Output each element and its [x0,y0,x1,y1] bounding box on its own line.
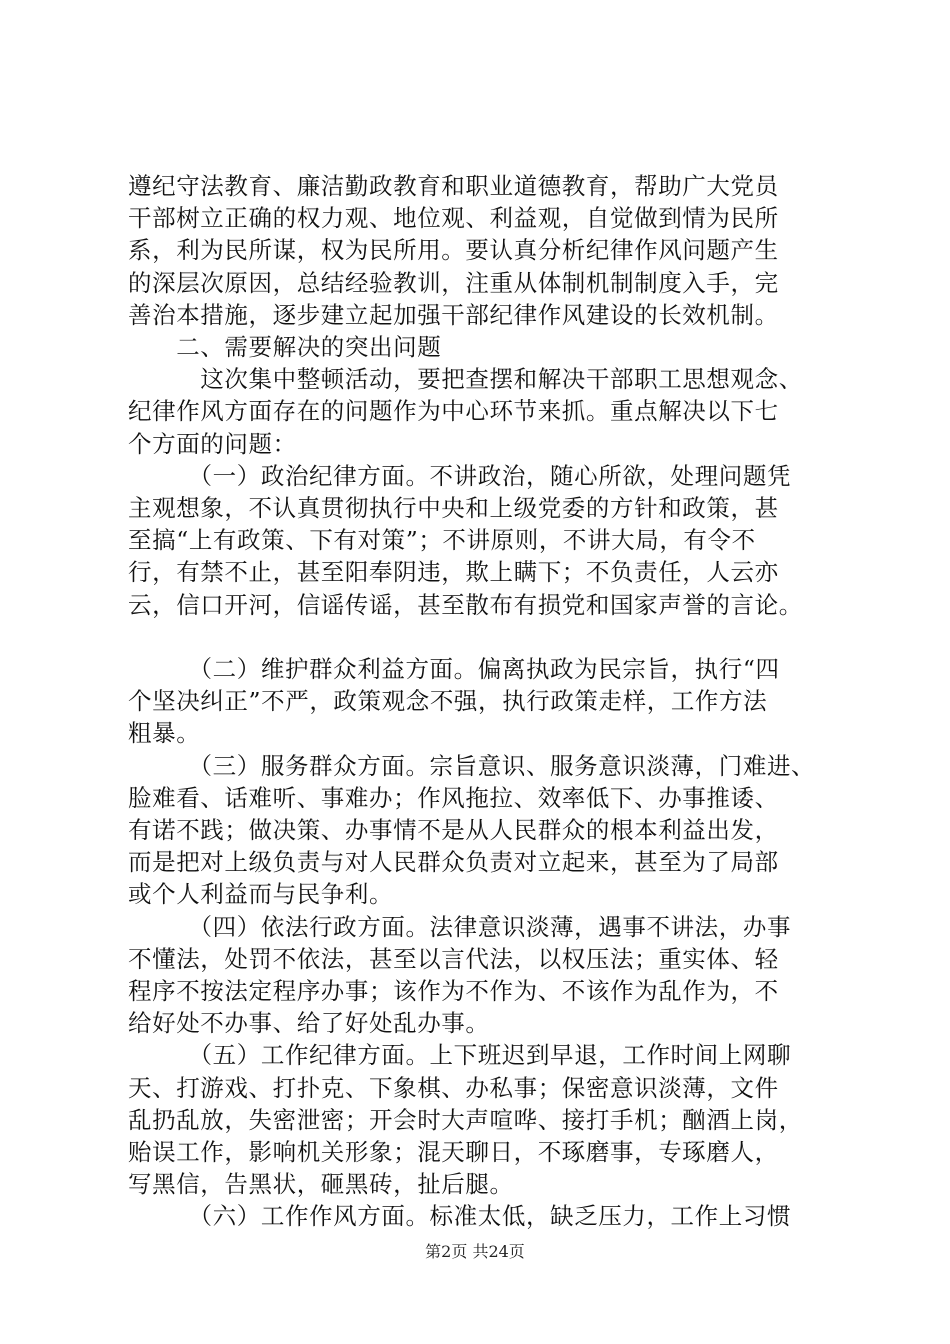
text-line: 贻误工作，影响机关形象；混天聊日，不琢磨事，专琢磨人， [128,1138,779,1167]
text-line: 个坚决纠正”不严，政策观念不强，执行政策走样，工作方法 [128,687,768,716]
text-line: （五）工作纪律方面。上下班迟到早退，工作时间上网聊 [128,1041,792,1070]
text-line: 行，有禁不止，甚至阳奉阴违，欺上瞒下；不负责任，人云亦 [128,558,779,587]
text-line: 云，信口开河，信谣传谣，甚至散布有损党和国家声誉的言论。 [128,590,803,619]
text-line: 系，利为民所谋，权为民所用。要认真分析纪律作风问题产生 [128,236,779,265]
text-line: 写黑信，告黑状，砸黑砖，扯后腿。 [128,1170,514,1199]
text-line: 善治本措施，逐步建立起加强干部纪律作风建设的长效机制。 [128,300,779,329]
text-line: 干部树立正确的权力观、地位观、利益观，自觉做到情为民所 [128,204,779,233]
text-line: 不懂法，处罚不依法，甚至以言代法，以权压法；重实体、轻 [128,944,779,973]
text-line: 的深层次原因，总结经验教训，注重从体制机制制度入手，完 [128,268,779,297]
text-line: 遵纪守法教育、廉洁勤政教育和职业道德教育，帮助广大党员 [128,172,779,200]
blank-line [128,621,856,653]
text-line: 天、打游戏、打扑克、下象棋、办私事；保密意识淡薄，文件 [128,1073,779,1102]
text-line: （一）政治纪律方面。不讲政治，随心所欲，处理问题凭 [128,461,792,490]
text-line: （四）依法行政方面。法律意识淡薄，遇事不讲法，办事 [128,912,792,941]
document-body [128,170,856,1233]
text-line: 这次集中整顿活动，要把查摆和解决干部职工思想观念、 [128,365,803,394]
text-line: 或个人利益而与民争利。 [128,880,394,909]
page-footer: 第2页 共24页 [425,1242,525,1261]
text-line: 而是把对上级负责与对人民群众负责对立起来，甚至为了局部 [128,848,779,877]
text-line: 乱扔乱放，失密泄密；开会时大声喧哗、接打手机；酗酒上岗， [128,1105,803,1134]
text-line: 纪律作风方面存在的问题作为中心环节来抓。重点解决以下七 [128,397,779,426]
text-line: 主观想象，不认真贯彻执行中央和上级党委的方针和政策，甚 [128,494,779,523]
text-line: 至搞“上有政策、下有对策”；不讲原则，不讲大局，有令不 [128,526,756,555]
section-heading: 二、需要解决的突出问题 [128,333,442,362]
text-line: （三）服务群众方面。宗旨意识、服务意识淡薄，门难进、 [128,751,816,780]
text-line: 程序不按法定程序办事；该作为不作为、不该作为乱作为，不 [128,977,779,1006]
text-line: 给好处不办事、给了好处乱办事。 [128,1009,490,1038]
text-line: 有诺不践；做决策、办事情不是从人民群众的根本利益出发， [128,816,779,845]
text-line: 个方面的问题： [128,429,297,458]
text-line: 脸难看、话难听、事难办；作风拖拉、效率低下、办事推诿、 [128,783,779,812]
text-line: 粗暴。 [128,719,201,748]
text-line: （六）工作作风方面。标准太低，缺乏压力，工作上习惯 [128,1202,792,1231]
text-line: （二）维护群众利益方面。偏离执政为民宗旨，执行“四 [128,655,780,684]
